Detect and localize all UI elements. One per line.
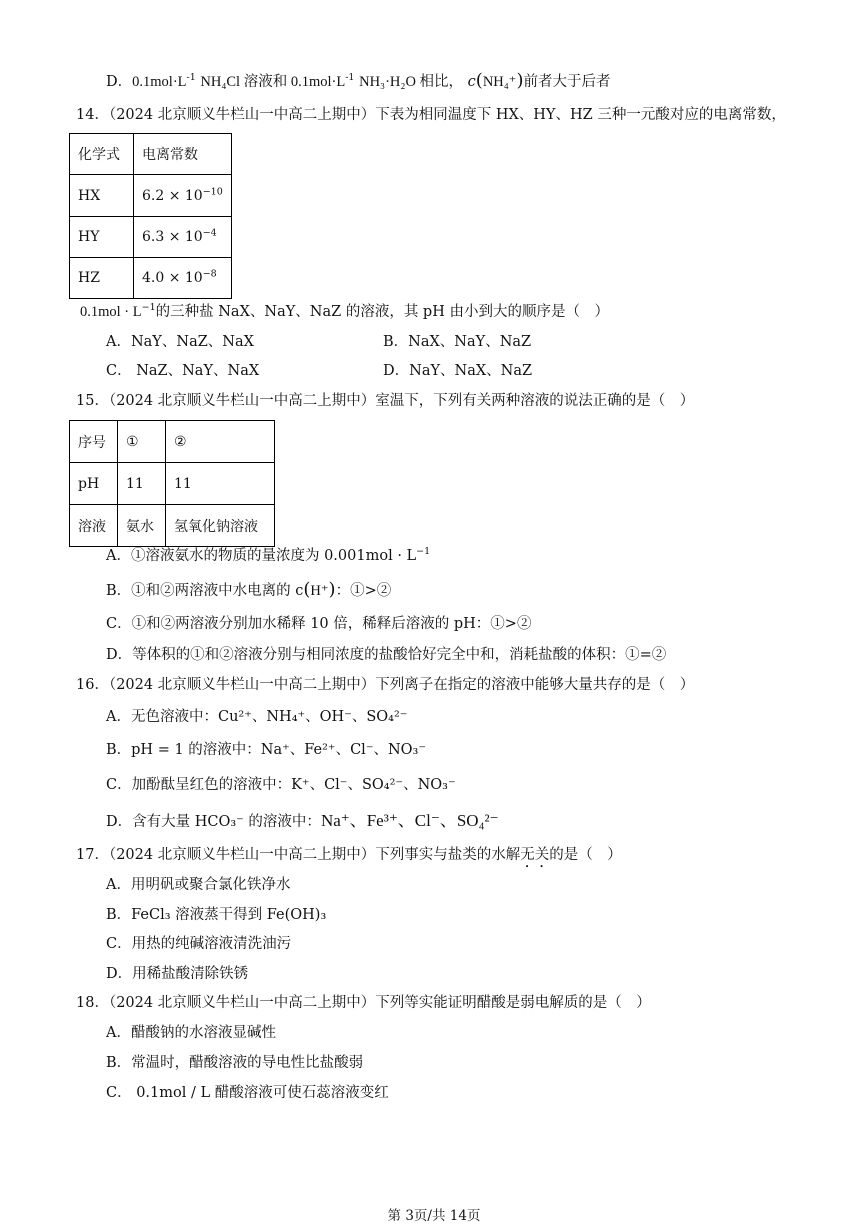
value-exponent: −8 xyxy=(202,268,217,280)
q15-option-a xyxy=(106,546,430,566)
q14-stem2 xyxy=(80,302,609,322)
ion-list: Na⁺、Fe³⁺、Cl⁻、SO₄²⁻ xyxy=(320,811,499,830)
table-cell: 溶液 xyxy=(70,505,118,547)
option-text: B．①和②两溶液中水电离的 c xyxy=(106,583,304,599)
option-label: D． xyxy=(106,74,133,90)
q17-stem xyxy=(76,845,622,871)
table-cell xyxy=(134,175,232,217)
paren-close-icon: ) xyxy=(516,70,524,91)
table-cell: 氢氧化钠溶液 xyxy=(166,505,275,547)
concentration-symbol: c xyxy=(467,74,476,90)
q15-table xyxy=(69,420,275,547)
paren-open-icon: ( xyxy=(475,70,483,91)
table-cell xyxy=(134,258,232,299)
q15-option-b xyxy=(106,580,391,601)
table-cell: 序号 xyxy=(70,421,118,463)
formula-text: NH₄Cl 溶液和 0.1mol·L xyxy=(200,74,346,90)
table-cell: HX xyxy=(70,175,134,217)
table-cell: pH xyxy=(70,463,118,505)
stem-text: 17．（2024 北京顺义牛栏山一中高二上期中）下列事实与盐类的水解 xyxy=(76,847,521,863)
q14-option-a: A．NaY、NaZ、NaX xyxy=(106,334,254,350)
ion-text: NH₄⁺ xyxy=(482,74,517,90)
q17-option-b: B．FeCl₃ 溶液蒸干得到 Fe(OH)₃ xyxy=(106,907,327,923)
emphasis-text: 无关 xyxy=(520,847,550,863)
q16-option-d xyxy=(106,811,499,832)
option-tail: 前者大于后者 xyxy=(523,74,611,90)
q18-option-a: A．醋酸钠的水溶液显碱性 xyxy=(106,1025,276,1041)
q17-option-c: C．用热的纯碱溶液清洗油污 xyxy=(106,936,292,952)
q14-option-c: C． NaZ、NaY、NaX xyxy=(106,363,260,379)
q16-option-a: A．无色溶液中：Cu²⁺、NH₄⁺、OH⁻、SO₄²⁻ xyxy=(106,709,408,725)
option-tail: ：①>② xyxy=(335,583,392,599)
value-exponent: −10 xyxy=(202,185,223,197)
q14-option-d: D．NaY、NaX、NaZ xyxy=(383,363,533,379)
page-number: 第 3页/共 14页 xyxy=(387,1208,481,1224)
value-base: 4.0 × 10 xyxy=(142,270,203,286)
q18-option-b: B．常温时，醋酸溶液的导电性比盐酸弱 xyxy=(106,1055,364,1071)
q16-option-c: C．加酚酞呈红色的溶液中：K⁺、Cl⁻、SO₄²⁻、NO₃⁻ xyxy=(106,777,456,793)
q15-stem: 15．（2024 北京顺义牛栏山一中高二上期中）室温下，下列有关两种溶液的说法正确的是（ ） xyxy=(76,393,695,409)
paren-open-icon: ( xyxy=(303,579,311,600)
table-cell: ① xyxy=(118,421,166,463)
superscript: −1 xyxy=(416,546,431,558)
superscript: −1 xyxy=(141,302,156,314)
value-exponent: −4 xyxy=(202,227,217,239)
q14-table xyxy=(69,133,232,299)
q14-stem: 14．（2024 北京顺义牛栏山一中高二上期中）下表为相同温度下 HX、HY、HZ 三种一元酸对应的电离常数， xyxy=(76,107,786,123)
table-header: 电离常数 xyxy=(134,134,232,175)
superscript: -1 xyxy=(186,72,196,84)
option-text: A．①溶液氨水的物质的量浓度为 0.001mol · L xyxy=(106,548,417,564)
concentration-text: 0.1mol·L xyxy=(132,74,187,90)
table-cell: ② xyxy=(166,421,275,463)
q15-option-c: C．①和②两溶液分别加水稀释 10 倍，稀释后溶液的 pH：①>② xyxy=(106,616,532,632)
formula-text: NH₃·H₂O 相比， xyxy=(359,74,464,90)
value-base: 6.3 × 10 xyxy=(142,229,203,245)
q15-option-d: D．等体积的①和②溶液分别与相同浓度的盐酸恰好完全中和，消耗盐酸的体积：①=② xyxy=(106,647,667,663)
ion-text: H⁺ xyxy=(310,583,329,599)
q18-option-c: C． 0.1mol / L 醋酸溶液可使石蕊溶液变红 xyxy=(106,1085,389,1101)
table-cell: 氨水 xyxy=(118,505,166,547)
q13-option-d xyxy=(106,71,611,92)
q16-option-b: B．pH = 1 的溶液中：Na⁺、Fe²⁺、Cl⁻、NO₃⁻ xyxy=(106,742,427,758)
table-cell: 11 xyxy=(118,463,166,505)
q14-option-b: B．NaX、NaY、NaZ xyxy=(383,334,532,350)
option-text: D．含有大量 HCO₃⁻ 的溶液中： xyxy=(106,814,321,830)
superscript: -1 xyxy=(345,72,355,84)
q18-stem: 18．（2024 北京顺义牛栏山一中高二上期中）下列等实能证明醋酸是弱电解质的是（ ） xyxy=(76,995,651,1011)
table-header: 化学式 xyxy=(70,134,134,175)
q17-option-a: A．用明矾或聚合氯化铁净水 xyxy=(106,877,291,893)
table-cell: HY xyxy=(70,217,134,258)
table-cell: 11 xyxy=(166,463,275,505)
q17-option-d: D．用稀盐酸清除铁锈 xyxy=(106,966,249,982)
paren-close-icon: ) xyxy=(328,579,336,600)
stem-tail: 的三种盐 NaX、NaY、NaZ 的溶液，其 pH 由小到大的顺序是（ ） xyxy=(155,304,609,320)
q16-stem: 16．（2024 北京顺义牛栏山一中高二上期中）下列离子在指定的溶液中能够大量共存的是（ ） xyxy=(76,677,695,693)
table-cell xyxy=(134,217,232,258)
stem-tail: 的是（ ） xyxy=(549,847,622,863)
concentration-text: 0.1mol · L xyxy=(80,304,142,320)
value-base: 6.2 × 10 xyxy=(142,187,203,204)
table-cell: HZ xyxy=(70,258,134,299)
